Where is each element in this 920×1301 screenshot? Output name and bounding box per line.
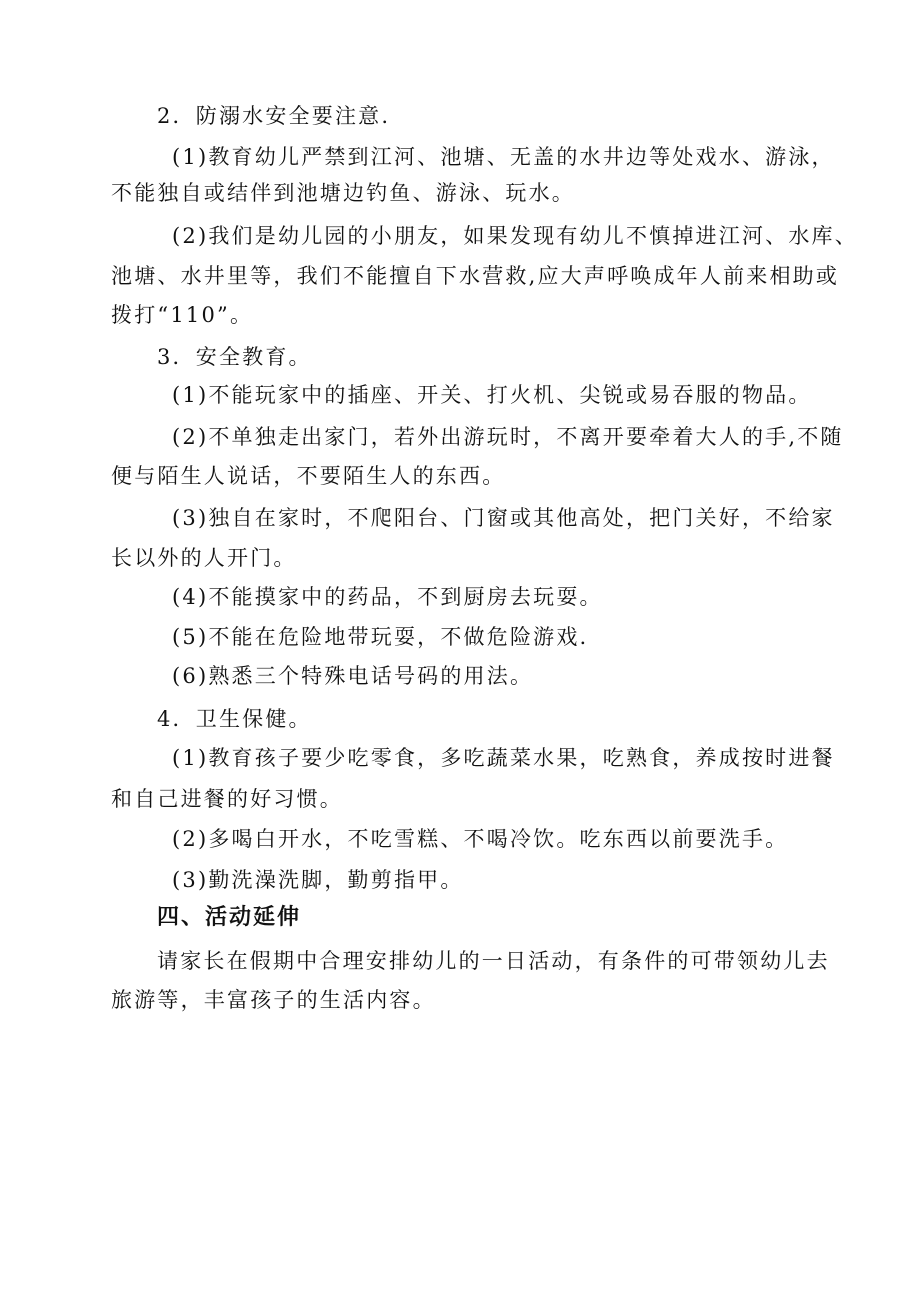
paragraph-line: 和自己进餐的好习惯。: [111, 787, 343, 811]
paragraph-line: (4)不能摸家中的药品，不到厨房去玩耍。: [172, 585, 603, 609]
paragraph-line: (2)多喝白开水，不吃雪糕、不喝冷饮。吃东西以前要洗手。: [172, 827, 789, 851]
paragraph-line: (5)不能在危险地带玩耍，不做危险游戏.: [172, 625, 589, 649]
paragraph-line: (3)勤洗澡洗脚，勤剪指甲。: [172, 868, 464, 892]
paragraph-line: (6)熟悉三个特殊电话号码的用法。: [172, 664, 534, 688]
paragraph-line: (1)教育孩子要少吃零食，多吃蔬菜水果，吃熟食，养成按时进餐: [172, 746, 835, 770]
paragraph-line: 请家长在假期中合理安排幼儿的一日活动，有条件的可带领幼儿去: [157, 949, 830, 973]
section-4-title: 4．卫生保健。: [157, 707, 312, 731]
paragraph-line: (1)不能玩家中的插座、开关、打火机、尖锐或易吞服的物品。: [172, 383, 812, 407]
paragraph-line: 便与陌生人说话，不要陌生人的东西。: [111, 464, 506, 488]
paragraph-line: 池塘、水井里等，我们不能擅自下水营救,应大声呼唤成年人前来相助或: [111, 264, 840, 288]
section-3-title: 3．安全教育。: [157, 345, 312, 369]
paragraph-line: (3)独自在家时，不爬阳台、门窗或其他高处，把门关好，不给家: [172, 506, 835, 530]
section-2-title: 2．防溺水安全要注意.: [157, 104, 391, 128]
paragraph-line: 拨打“110”。: [111, 303, 254, 327]
paragraph-line: (1)教育幼儿严禁到江河、池塘、无盖的水井边等处戏水、游泳，: [172, 145, 835, 169]
paragraph-line: 不能独自或结伴到池塘边钓鱼、游泳、玩水。: [111, 181, 575, 205]
paragraph-line: (2)我们是幼儿园的小朋友，如果发现有幼儿不慎掉进江河、水库、: [172, 224, 858, 248]
paragraph-line: 长以外的人开门。: [111, 546, 297, 570]
heading-activity-extension: 四、活动延伸: [157, 905, 302, 930]
paragraph-line: (2)不单独走出家门，若外出游玩时，不离开要牵着大人的手,不随: [172, 425, 844, 449]
paragraph-line: 旅游等，丰富孩子的生活内容。: [111, 988, 436, 1012]
